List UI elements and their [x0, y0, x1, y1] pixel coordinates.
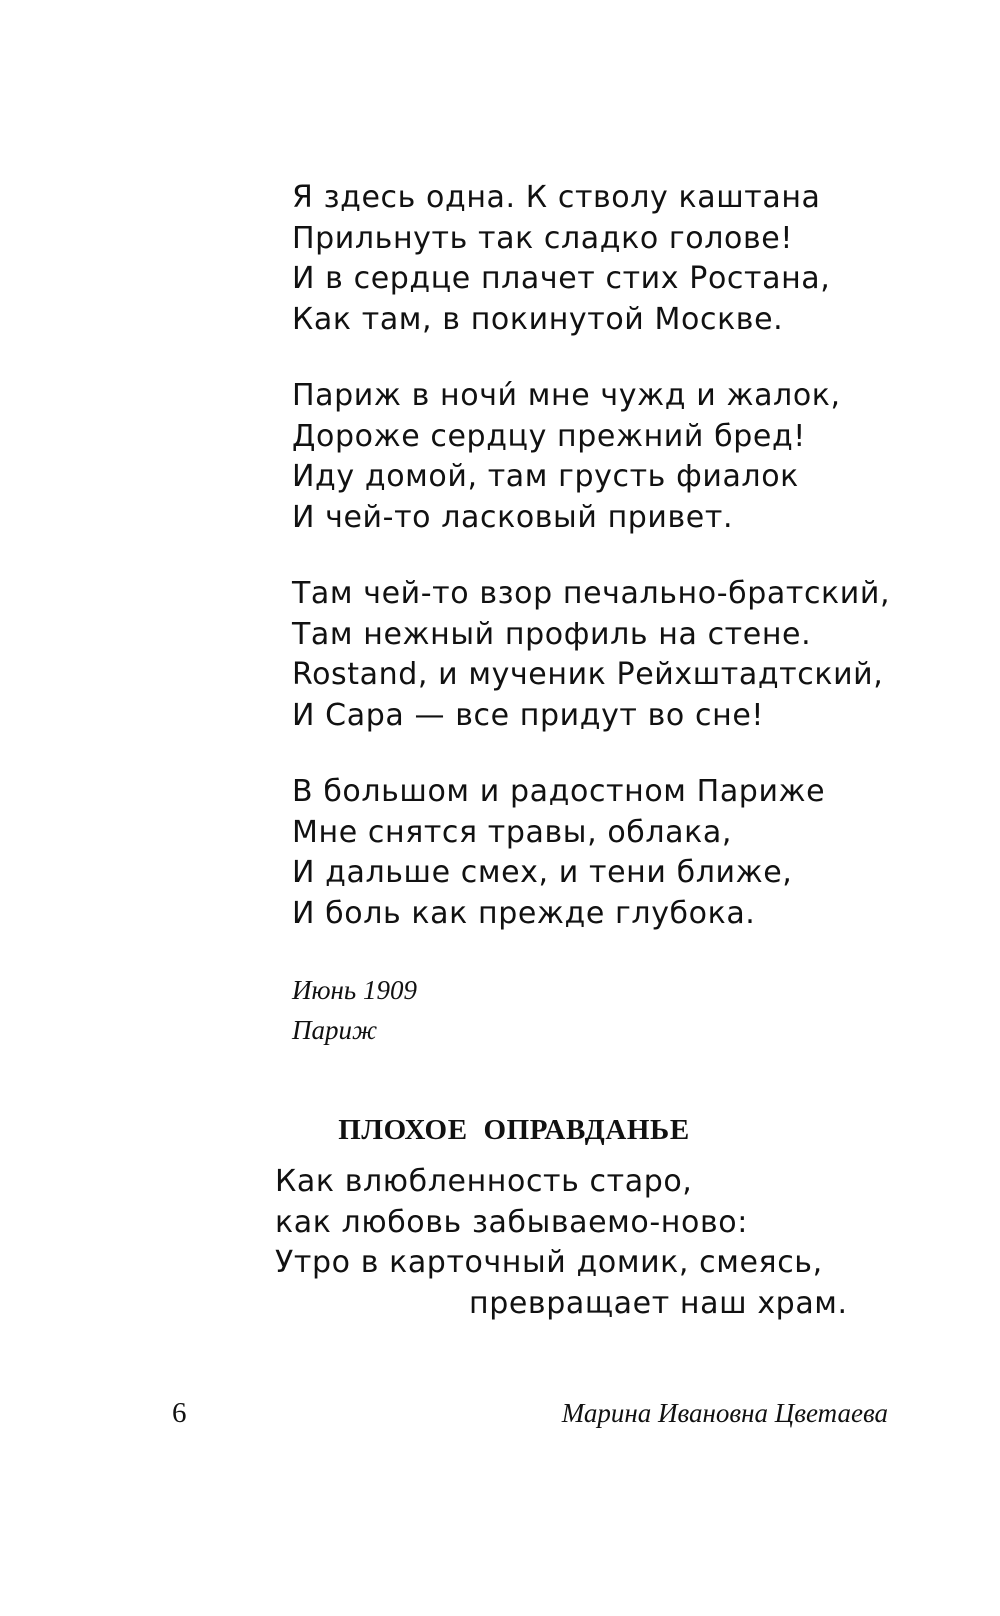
verse-line: превращает наш храм.: [469, 1285, 848, 1321]
poem-date: Июнь 1909: [292, 975, 417, 1005]
verse-line: И боль как прежде глубока.: [292, 895, 756, 931]
stanza-3: [292, 574, 912, 736]
verse-line: И в сердце плачет стих Ростана,: [292, 261, 831, 296]
stanza-1: [292, 178, 912, 340]
verse-line: И чей-то ласковый привет.: [292, 499, 734, 535]
verse-line: Прильнуть так сладко голове!: [292, 220, 793, 256]
verse-line: Там чей-то взор печально-братский,: [292, 576, 891, 611]
stanza-2: [292, 376, 912, 538]
verse-line: Мне снятся травы, облака,: [292, 814, 732, 850]
poem-body: [292, 178, 912, 970]
verse-line: Иду домой, там грусть фиалок: [292, 459, 799, 494]
verse-line: Rostand, и мученик Рейхштадтский,: [292, 657, 884, 692]
stanza-4: [292, 772, 912, 934]
verse-line: Утро в карточный домик, смеясь,: [275, 1245, 823, 1280]
page-number: 6: [172, 1397, 187, 1429]
poem-dateline: [292, 970, 417, 1050]
verse-line: Как влюбленность старо,: [275, 1164, 693, 1199]
verse-line: В большом и радостном Париже: [292, 774, 826, 809]
running-author: Марина Ивановна Цветаева: [561, 1398, 888, 1428]
verse-line: Париж в ночи́ мне чужд и жалок,: [292, 378, 841, 413]
verse-line: Дороже сердцу прежний бред!: [292, 418, 806, 454]
verse-line: Там нежный профиль на стене.: [292, 616, 812, 652]
verse-line: Как там, в покинутой Москве.: [292, 301, 784, 337]
verse-line: как любовь забываемо-ново:: [275, 1204, 748, 1240]
poem-place: Париж: [292, 1015, 378, 1045]
poem-title: ПЛОХОЕ ОПРАВДАНЬЕ: [338, 1114, 690, 1146]
verse-line: И дальше смех, и тени ближе,: [292, 855, 793, 890]
verse-line: И Сара — все придут во сне!: [292, 697, 765, 733]
page-footer: [0, 1393, 1000, 1437]
verse-line: Я здесь одна. К стволу каштана: [292, 180, 821, 215]
next-poem-body: [275, 1162, 915, 1324]
